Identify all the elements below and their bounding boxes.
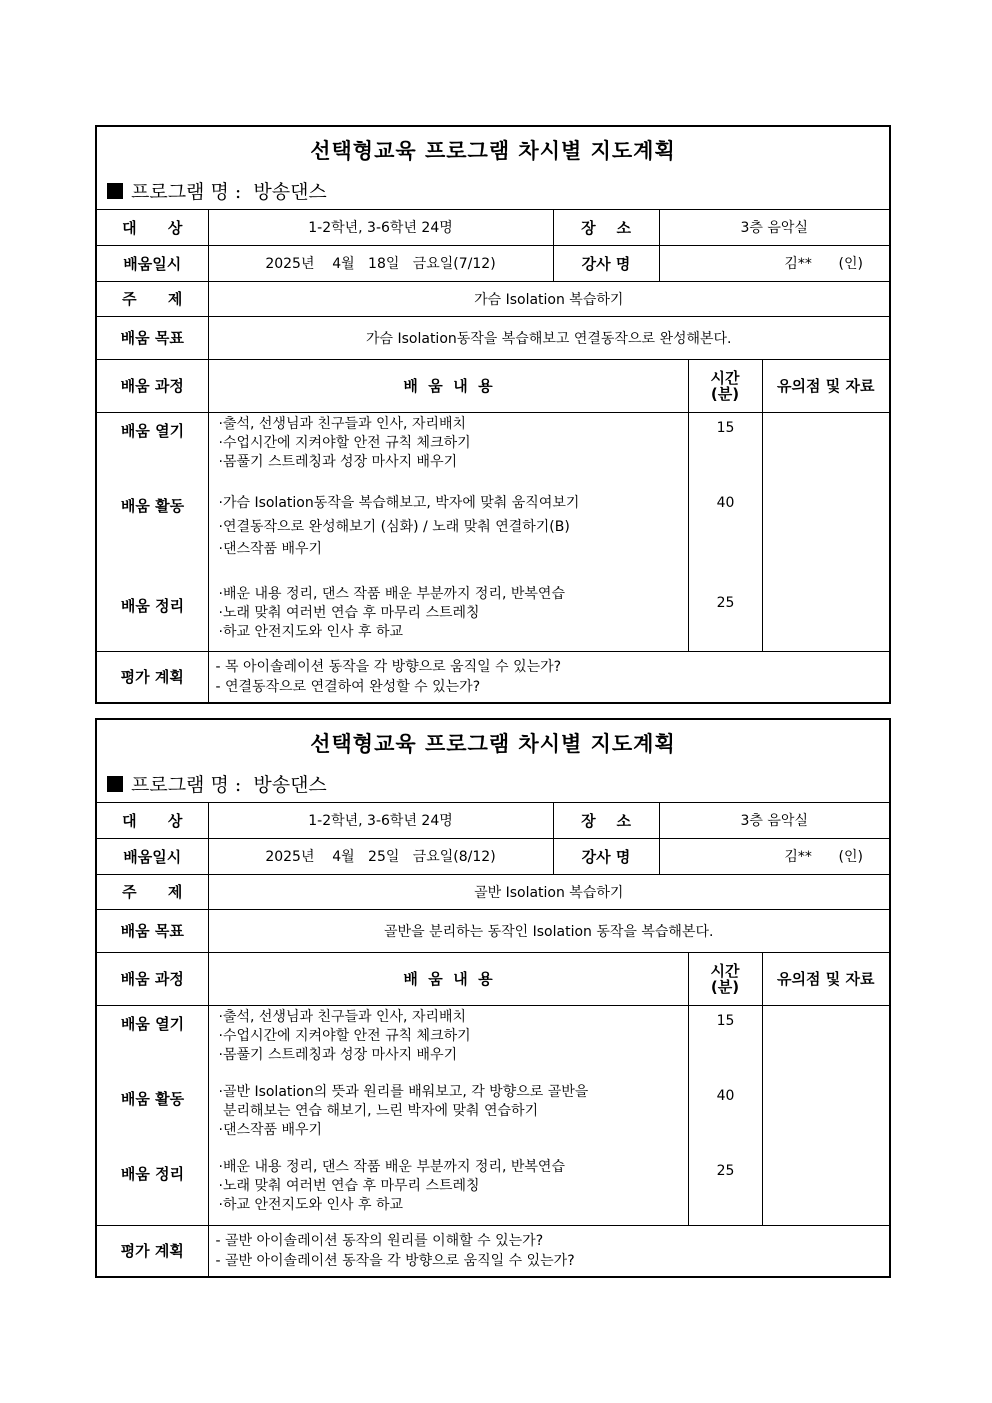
- lesson-plan-2: [95, 718, 891, 1278]
- stage-name-activity: 배움 활동: [120, 1089, 185, 1108]
- time-label: [688, 952, 762, 1005]
- program-name-row: [107, 770, 327, 797]
- content-cell: [208, 412, 688, 651]
- content-line: ·댄스작품 배우기: [218, 1121, 323, 1138]
- process-label: 배움 과정: [97, 952, 208, 1005]
- program-name: 방송댄스: [253, 774, 327, 796]
- place-label: 장 소: [553, 803, 659, 838]
- content-line: ·하교 안전지도와 인사 후 하교: [218, 623, 404, 640]
- content-cell: [208, 1005, 688, 1225]
- content-line: ·댄스작품 배우기: [218, 540, 323, 557]
- lesson-plan-1: [95, 125, 891, 704]
- black-square-icon: [107, 183, 123, 199]
- teacher-value: 김** (인): [659, 245, 889, 281]
- target-value: 1-2학년, 3-6학년 24명: [208, 803, 553, 838]
- content-line: ·수업시간에 지켜야할 안전 규칙 체크하기: [218, 1027, 471, 1044]
- time-cell: [688, 412, 762, 651]
- content-line: ·배운 내용 정리, 댄스 작품 배운 부분까지 정리, 반복연습: [218, 585, 565, 602]
- eval-cell: [208, 651, 889, 702]
- plan-table: [97, 210, 889, 702]
- plan-header: [97, 720, 889, 803]
- topic-value: 가슴 Isolation 복습하기: [208, 281, 889, 316]
- place-label: 장 소: [553, 210, 659, 245]
- date-value: 2025년 4월 18일 금요일(7/12): [208, 245, 553, 281]
- time-label-line1: 시간: [710, 368, 740, 387]
- eval-line: - 골반 아이솔레이션 동작의 원리를 이해할 수 있는가?: [215, 1232, 544, 1249]
- topic-label: 주 제: [97, 281, 208, 316]
- stage-name-open: 배움 열기: [120, 1014, 185, 1033]
- time-label-line2: (분): [710, 977, 740, 996]
- stage-time-activity: 40: [716, 494, 735, 511]
- time-label-line1: 시간: [710, 961, 740, 980]
- time-cell: [688, 1005, 762, 1225]
- stage-name-wrap: 배움 정리: [120, 1164, 185, 1183]
- content-label: 배 움 내 용: [208, 359, 688, 412]
- stage-time-open: 15: [716, 419, 735, 436]
- place-value: 3층 음악실: [659, 210, 889, 245]
- date-label: 배움일시: [97, 838, 208, 874]
- topic-label: 주 제: [97, 874, 208, 909]
- teacher-label: 강사 명: [553, 838, 659, 874]
- black-square-icon: [107, 776, 123, 792]
- content-label: 배 움 내 용: [208, 952, 688, 1005]
- program-label: 프로그램 명 :: [131, 774, 242, 796]
- stage-time-wrap: 25: [716, 1162, 735, 1179]
- content-line: ·출석, 선생님과 친구들과 인사, 자리배치: [218, 415, 467, 432]
- plan-title: 선택형교육 프로그램 차시별 지도계획: [310, 138, 676, 163]
- eval-label: 평가 계획: [97, 1225, 208, 1276]
- notes-cell: [762, 412, 889, 651]
- content-line: ·하교 안전지도와 인사 후 하교: [218, 1196, 404, 1213]
- program-name: 방송댄스: [253, 181, 327, 203]
- stage-names-cell: [97, 412, 208, 651]
- content-line: ·가슴 Isolation동작을 복습해보고, 박자에 맞춰 움직여보기: [218, 494, 580, 511]
- program-label: 프로그램 명 :: [131, 181, 242, 203]
- notes-label: 유의점 및 자료: [762, 952, 889, 1005]
- date-label: 배움일시: [97, 245, 208, 281]
- content-line: ·노래 맞춰 여러번 연습 후 마무리 스트레칭: [218, 604, 480, 621]
- stage-name-open: 배움 열기: [120, 421, 185, 440]
- time-label: [688, 359, 762, 412]
- eval-line: - 연결동작으로 연결하여 완성할 수 있는가?: [215, 678, 481, 695]
- notes-label: 유의점 및 자료: [762, 359, 889, 412]
- eval-cell: [208, 1225, 889, 1276]
- content-line: ·연결동작으로 완성해보기 (심화) / 노래 맞춰 연결하기(B): [218, 518, 570, 535]
- time-label-line2: (분): [710, 384, 740, 403]
- target-label: 대 상: [97, 210, 208, 245]
- stage-name-wrap: 배움 정리: [120, 596, 185, 615]
- target-label: 대 상: [97, 803, 208, 838]
- goal-label: 배움 목표: [97, 316, 208, 359]
- content-line: ·배운 내용 정리, 댄스 작품 배운 부분까지 정리, 반복연습: [218, 1158, 565, 1175]
- notes-cell: [762, 1005, 889, 1225]
- topic-value: 골반 Isolation 복습하기: [208, 874, 889, 909]
- content-line: ·수업시간에 지켜야할 안전 규칙 체크하기: [218, 434, 471, 451]
- target-value: 1-2학년, 3-6학년 24명: [208, 210, 553, 245]
- goal-value: 골반을 분리하는 동작인 Isolation 동작을 복습해본다.: [208, 909, 889, 952]
- program-name-row: [107, 177, 327, 204]
- teacher-value: 김** (인): [659, 838, 889, 874]
- process-label: 배움 과정: [97, 359, 208, 412]
- eval-line: - 골반 아이솔레이션 동작을 각 방향으로 움직일 수 있는가?: [215, 1252, 575, 1269]
- content-line: ·노래 맞춰 여러번 연습 후 마무리 스트레칭: [218, 1177, 480, 1194]
- stage-time-activity: 40: [716, 1087, 735, 1104]
- date-value: 2025년 4월 25일 금요일(8/12): [208, 838, 553, 874]
- goal-value: 가슴 Isolation동작을 복습해보고 연결동작으로 완성해본다.: [208, 316, 889, 359]
- goal-label: 배움 목표: [97, 909, 208, 952]
- plan-table: [97, 803, 889, 1276]
- content-line: ·출석, 선생님과 친구들과 인사, 자리배치: [218, 1008, 467, 1025]
- stage-name-activity: 배움 활동: [120, 496, 185, 515]
- stage-names-cell: [97, 1005, 208, 1225]
- place-value: 3층 음악실: [659, 803, 889, 838]
- eval-line: - 목 아이솔레이션 동작을 각 방향으로 움직일 수 있는가?: [215, 658, 562, 675]
- content-line: 분리해보는 연습 해보기, 느린 박자에 맞춰 연습하기: [218, 1102, 539, 1119]
- teacher-label: 강사 명: [553, 245, 659, 281]
- content-line: ·골반 Isolation의 뜻과 원리를 배워보고, 각 방향으로 골반을: [218, 1083, 589, 1100]
- stage-time-open: 15: [716, 1012, 735, 1029]
- stage-time-wrap: 25: [716, 594, 735, 611]
- content-line: ·몸풀기 스트레칭과 성장 마사지 배우기: [218, 453, 458, 470]
- plan-title: 선택형교육 프로그램 차시별 지도계획: [310, 731, 676, 756]
- eval-label: 평가 계획: [97, 651, 208, 702]
- content-line: ·몸풀기 스트레칭과 성장 마사지 배우기: [218, 1046, 458, 1063]
- plan-header: [97, 127, 889, 210]
